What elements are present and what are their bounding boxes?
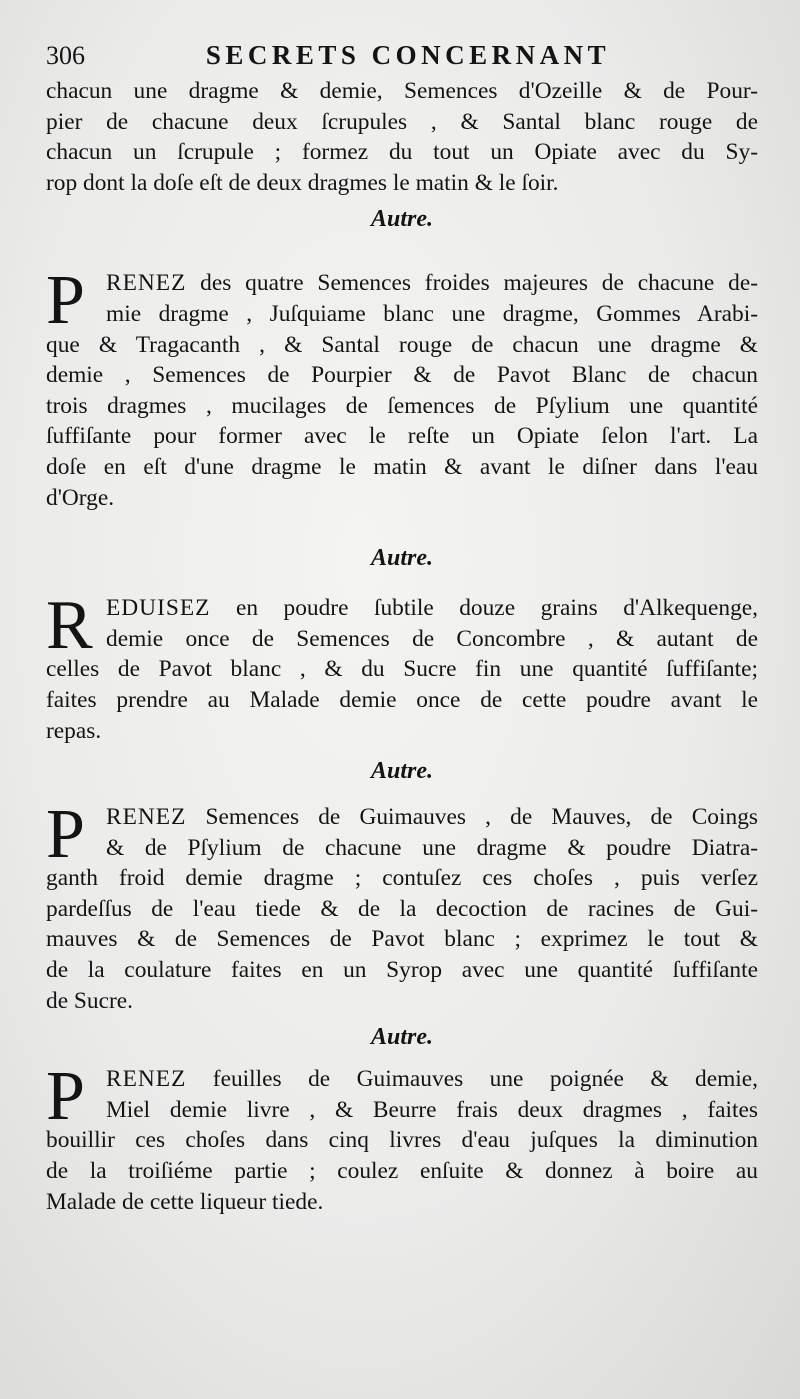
text-line: Malade de cette liqueur tiede. <box>46 1188 324 1215</box>
text-line: pier de chacune deux ſcrupules , & Santal blanc rouge de <box>46 108 758 135</box>
text-line: celles de Pavot blanc , & du Sucre fin une quantité ſuffiſante; <box>46 656 758 683</box>
recipe-paragraph <box>46 1058 758 1217</box>
section-heading: Autre. <box>370 206 433 233</box>
drop-cap: P <box>46 262 85 340</box>
text-line: repas. <box>46 717 102 744</box>
recipe-paragraph <box>46 587 758 746</box>
text-line <box>106 268 758 299</box>
text-line: & de Pſylium de chacune une dragme & poudre Diatra- <box>106 834 758 861</box>
recipe-paragraph <box>46 796 758 1016</box>
drop-cap: R <box>46 587 93 665</box>
page-content <box>46 40 758 1217</box>
text-line: chacun un ſcrupule ; formez du tout un Opiate avec du Sy- <box>46 139 758 166</box>
recipe-paragraph <box>46 262 758 513</box>
running-head <box>46 40 758 76</box>
text-line: rop dont la doſe eſt de deux dragmes le matin & le ſoir. <box>46 169 559 196</box>
text-run: des quatre Semences froides majeures de chacune de- <box>186 270 758 297</box>
text-run: feuilles de Guimauves une poignée & demie, <box>186 1066 758 1093</box>
text-line <box>106 1064 758 1095</box>
text-line: Miel demie livre , & Beurre frais deux dragmes , faites <box>106 1096 758 1123</box>
text-line: de la coulature faites en un Syrop avec une quantité ſuffiſante <box>46 957 758 984</box>
text-line: demie , Semences de Pourpier & de Pavot Blanc de chacun <box>46 362 758 389</box>
lead-word: RENEZ <box>106 270 187 297</box>
text-line: ſuffiſante pour former avec le reſte un Opiate ſelon l'art. La <box>46 423 758 450</box>
text-line: chacun une dragme & demie, Semences d'Ozeille & de Pour- <box>46 78 758 104</box>
running-title: SECRETS CONCERNANT <box>205 40 611 70</box>
text-run: en poudre ſubtile douze grains d'Alkequenge, <box>210 595 758 622</box>
text-line: que & Tragacanth , & Santal rouge de chacun une dragme & <box>46 331 758 358</box>
text-line: de Sucre. <box>46 987 134 1014</box>
lead-word: RENEZ <box>106 1066 187 1093</box>
text-line <box>106 802 758 833</box>
text-line: ganth froid demie dragme ; contuſez ces choſes , puis verſez <box>46 865 758 892</box>
text-line: trois dragmes , mucilages de ſemences de Pſylium une quantité <box>46 392 758 419</box>
text-run: Semences de Guimauves , de Mauves, de Coings <box>186 804 758 831</box>
text-line: bouillir ces choſes dans cinq livres d'eau juſques la diminution <box>46 1127 758 1154</box>
text-line: doſe en eſt d'une dragme le matin & avant le diſner dans l'eau <box>46 453 758 480</box>
text-line: mauves & de Semences de Pavot blanc ; exprimez le tout & <box>46 926 758 953</box>
section-heading: Autre. <box>370 1024 433 1051</box>
drop-cap: P <box>46 1058 85 1136</box>
text-line: demie once de Semences de Concombre , & autant de <box>106 625 758 652</box>
lead-word: RENEZ <box>106 804 187 831</box>
text-line: faites prendre au Malade demie once de cette poudre avant le <box>46 686 758 713</box>
text-line: mie dragme , Juſquiame blanc une dragme, Gommes Arabi- <box>106 300 758 327</box>
section-heading: Autre. <box>370 545 433 572</box>
text-line: de la troiſiéme partie ; coulez enſuite & donnez à boire au <box>46 1158 758 1185</box>
text-line: pardeſſus de l'eau tiede & de la decoction de racines de Gui- <box>46 895 758 922</box>
page-number: 306 <box>46 41 85 70</box>
lead-word: EDUISEZ <box>106 595 211 622</box>
section-heading: Autre. <box>370 758 433 785</box>
intro-paragraph <box>46 76 758 198</box>
text-line <box>106 593 758 624</box>
drop-cap: P <box>46 796 85 874</box>
text-line: d'Orge. <box>46 484 115 511</box>
